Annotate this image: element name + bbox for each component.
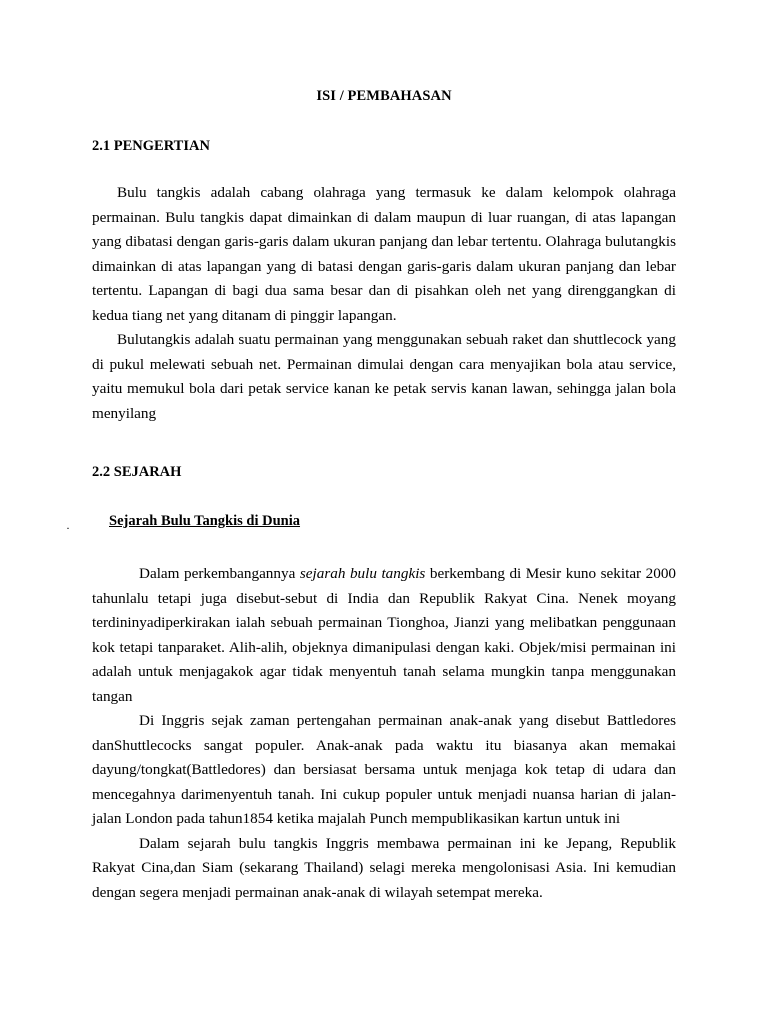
paragraph <box>92 562 676 709</box>
page-title: ISI / PEMBAHASAN <box>316 88 452 104</box>
bullet-icon: · <box>66 521 70 535</box>
paragraph: Bulutangkis adalah suatu permainan yang menggunakan sebuah raket dan shuttlecock yang di pukul melewati sebuah net. Permainan dimulai dengan cara menyajikan bola atau service, yaitu memukul bola dari petak service kanan ke petak servis kanan lawan, sehingga jalan bola menyilang <box>92 331 676 422</box>
section-heading-pengertian: 2.1 PENGERTIAN <box>92 138 210 154</box>
italic-phrase: sejarah bulu tangkis <box>299 565 426 582</box>
section-heading-sejarah: 2.2 SEJARAH <box>92 464 182 480</box>
paragraph-text: Dalam perkembangannya <box>139 565 300 582</box>
paragraph: Di Inggris sejak zaman pertengahan permainan anak-anak yang disebut Battledores danShuttlecocks sangat populer. Anak-anak pada waktu itu biasanya akan memakai dayung/tongkat(Battledores) dan bersiasat bersama untuk menjaga kok tetap di udara dan mencegahnya darimenyentuh tanah. Ini cukup populer untuk menjadi nuansa harian di jalan-jalan London pada tahun1854 ketika majalah Punch mempublikasikan kartun untuk ini <box>92 712 676 827</box>
paragraph-text: berkembang di Mesir kuno sekitar 2000 tahunlalu tetapi juga disebut-sebut di India dan Republik Rakyat Cina. Nenek moyang terdininyadiperkirakan ialah sebuah permainan Tionghoa, Jianzi yang melibatkan penggunaan kok tetapi tanparaket. Alih-alih, objeknya dimanipulasi dengan kaki. Objek/misi permainan ini adalah untuk menjagakok agar tidak menyentuh tanah selama mungkin tanpa menggunakan tangan <box>92 565 677 705</box>
subheading-sejarah-dunia: Sejarah Bulu Tangkis di Dunia <box>109 513 301 529</box>
paragraph: Bulu tangkis adalah cabang olahraga yang termasuk ke dalam kelompok olahraga permainan. Bulu tangkis dapat dimainkan di dalam maupun di luar ruangan, di atas lapangan yang dibatasi dengan garis-garis dalam ukuran panjang dan lebar tertentu. Olahraga bulutangkis dimainkan di atas lapangan yang di batasi dengan garis-garis dalam ukuran panjang dan lebar tertentu. Lapangan di bagi dua sama besar dan di pisahkan oleh net yang direnggangkan di kedua tiang net yang ditanam di pinggir lapangan. <box>92 184 676 324</box>
paragraph: Dalam sejarah bulu tangkis Inggris membawa permainan ini ke Jepang, Republik Rakyat Cina,dan Siam (sekarang Thailand) selagi mereka mengolonisasi Asia. Ini kemudian dengan segera menjadi permainan anak-anak di wilayah setempat mereka. <box>92 834 676 901</box>
section-body-sejarah <box>92 562 676 905</box>
section-body-pengertian <box>92 181 676 426</box>
